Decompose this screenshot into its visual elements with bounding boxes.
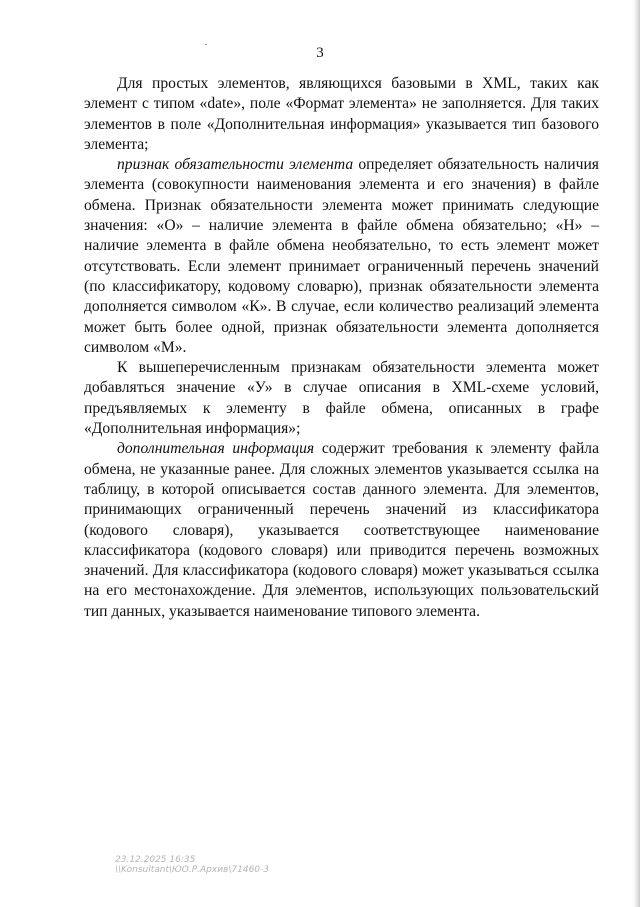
stamp-date: 23.12.2025 16:35	[115, 855, 196, 865]
paragraph-text: определяет обязательность наличия элемента (совокупности наименования элемента и его значения) в файле обмена. Признак обязательности элемента может принимать следующие значения: «О» – наличие элемента в файле обмена обязательно; «Н» – наличие элемента в файле обмена необязательно, то есть элемент может отсутствовать. Если элемент принимает ограниченный перечень значений (по классификатору, кодовому словарю), признак обязательности элемента дополняется символом «К». В случае, если количество реализаций элемента может быть более одной, признак обязательности элемента дополняется символом «М».	[84, 156, 599, 356]
scan-edge-shadow	[633, 0, 640, 907]
paragraph-text: Для простых элементов, являющихся базовыми в XML, таких как элемент с типом «date», поле «Формат элемента» не заполняется. Для таких элементов в поле «Дополнительная информация» указывается тип базового элемента;	[84, 75, 599, 153]
page-number: 3	[316, 45, 324, 61]
paragraph-simple-elements	[84, 74, 599, 155]
paragraph-text: К вышеперечисленным признакам обязательности элемента может добавляться значение «У» в случае описания в XML-схеме условий, предъявляемых к элементу в файле обмена, описанных в графе «Дополнительная информация»;	[84, 359, 599, 438]
definition-term: дополнительная информация	[117, 440, 315, 458]
stamp-path: \\Konsultant\ЮО.Р.Архив\71460-3	[115, 865, 269, 875]
paragraph-text: содержит требования к элементу файла обмена, не указанные ранее. Для сложных элементов указывается ссылка на таблицу, в которой описывается состав данного элемента. Для элементов, принимающих ограниченный перечень значений из классификатора (кодового словаря), указывается соответствующее наименование классификатора (кодового словаря) или приводится перечень возможных значений. Для классификатора (кодового словаря) может указываться ссылка на его местонахождение. Для элементов, использующих пользовательский тип данных, указывается наименование типового элемента.	[84, 440, 599, 620]
paragraph-mandatory-flag	[84, 155, 599, 358]
paragraph-conditional-flag	[84, 358, 599, 439]
paragraph-additional-info	[84, 439, 599, 622]
definition-term: признак обязательности элемента	[117, 156, 354, 174]
footer-stamp	[115, 855, 269, 875]
document-body	[84, 74, 599, 622]
